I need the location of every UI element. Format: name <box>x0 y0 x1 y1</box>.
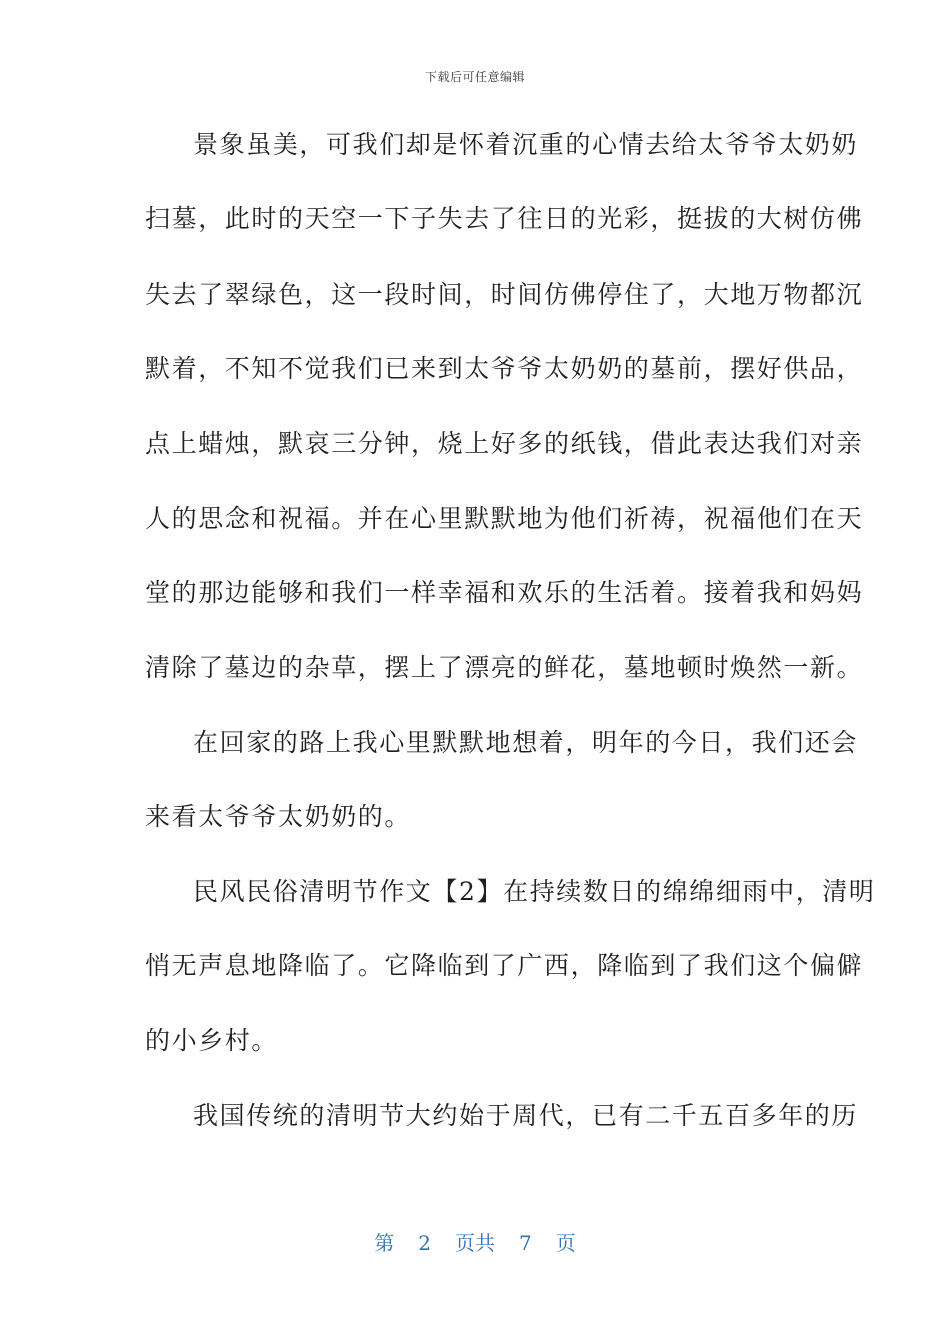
body-line: 失去了翠绿色，这一段时间，时间仿佛停住了，大地万物都沉 <box>145 280 864 309</box>
body-line: 清除了墓边的杂草，摆上了漂亮的鲜花，墓地顿时焕然一新。 <box>145 653 864 682</box>
body-line: 点上蜡烛，默哀三分钟，烧上好多的纸钱，借此表达我们对亲 <box>145 429 864 458</box>
body-line: 悄无声息地降临了。它降临到了广西，降临到了我们这个偏僻 <box>145 951 864 980</box>
body-line: 景象虽美，可我们却是怀着沉重的心情去给太爷爷太奶奶 <box>193 130 859 159</box>
body-line: 我国传统的清明节大约始于周代，已有二千五百多年的历 <box>193 1101 859 1130</box>
body-line: 默着，不知不觉我们已来到太爷爷太奶奶的墓前，摆好供品， <box>145 354 864 383</box>
footer-prefix: 第 <box>374 1231 395 1255</box>
body-line: 堂的那边能够和我们一样幸福和欢乐的生活着。接着我和妈妈 <box>145 578 864 607</box>
footer-total-pages: 7 <box>519 1231 532 1255</box>
body-line: 的小乡村。 <box>145 1026 279 1055</box>
footer-suffix: 页 <box>555 1231 576 1255</box>
footer-current-page: 2 <box>418 1231 431 1255</box>
body-line: 人的思念和祝福。并在心里默默地为他们祈祷，祝福他们在天 <box>145 504 864 533</box>
body-line: 在回家的路上我心里默默地想着，明年的今日，我们还会 <box>193 728 859 757</box>
footer-middle: 页共 <box>455 1231 495 1255</box>
body-line: 来看太爷爷太奶奶的。 <box>145 802 412 831</box>
page-header: 下载后可任意编辑 <box>424 70 525 84</box>
body-line: 民风民俗清明节作文【2】在持续数日的绵绵细雨中，清明 <box>193 877 876 906</box>
body-line: 扫墓，此时的天空一下子失去了往日的光彩，挺拔的大树仿佛 <box>145 204 864 233</box>
page-footer <box>0 1227 950 1256</box>
